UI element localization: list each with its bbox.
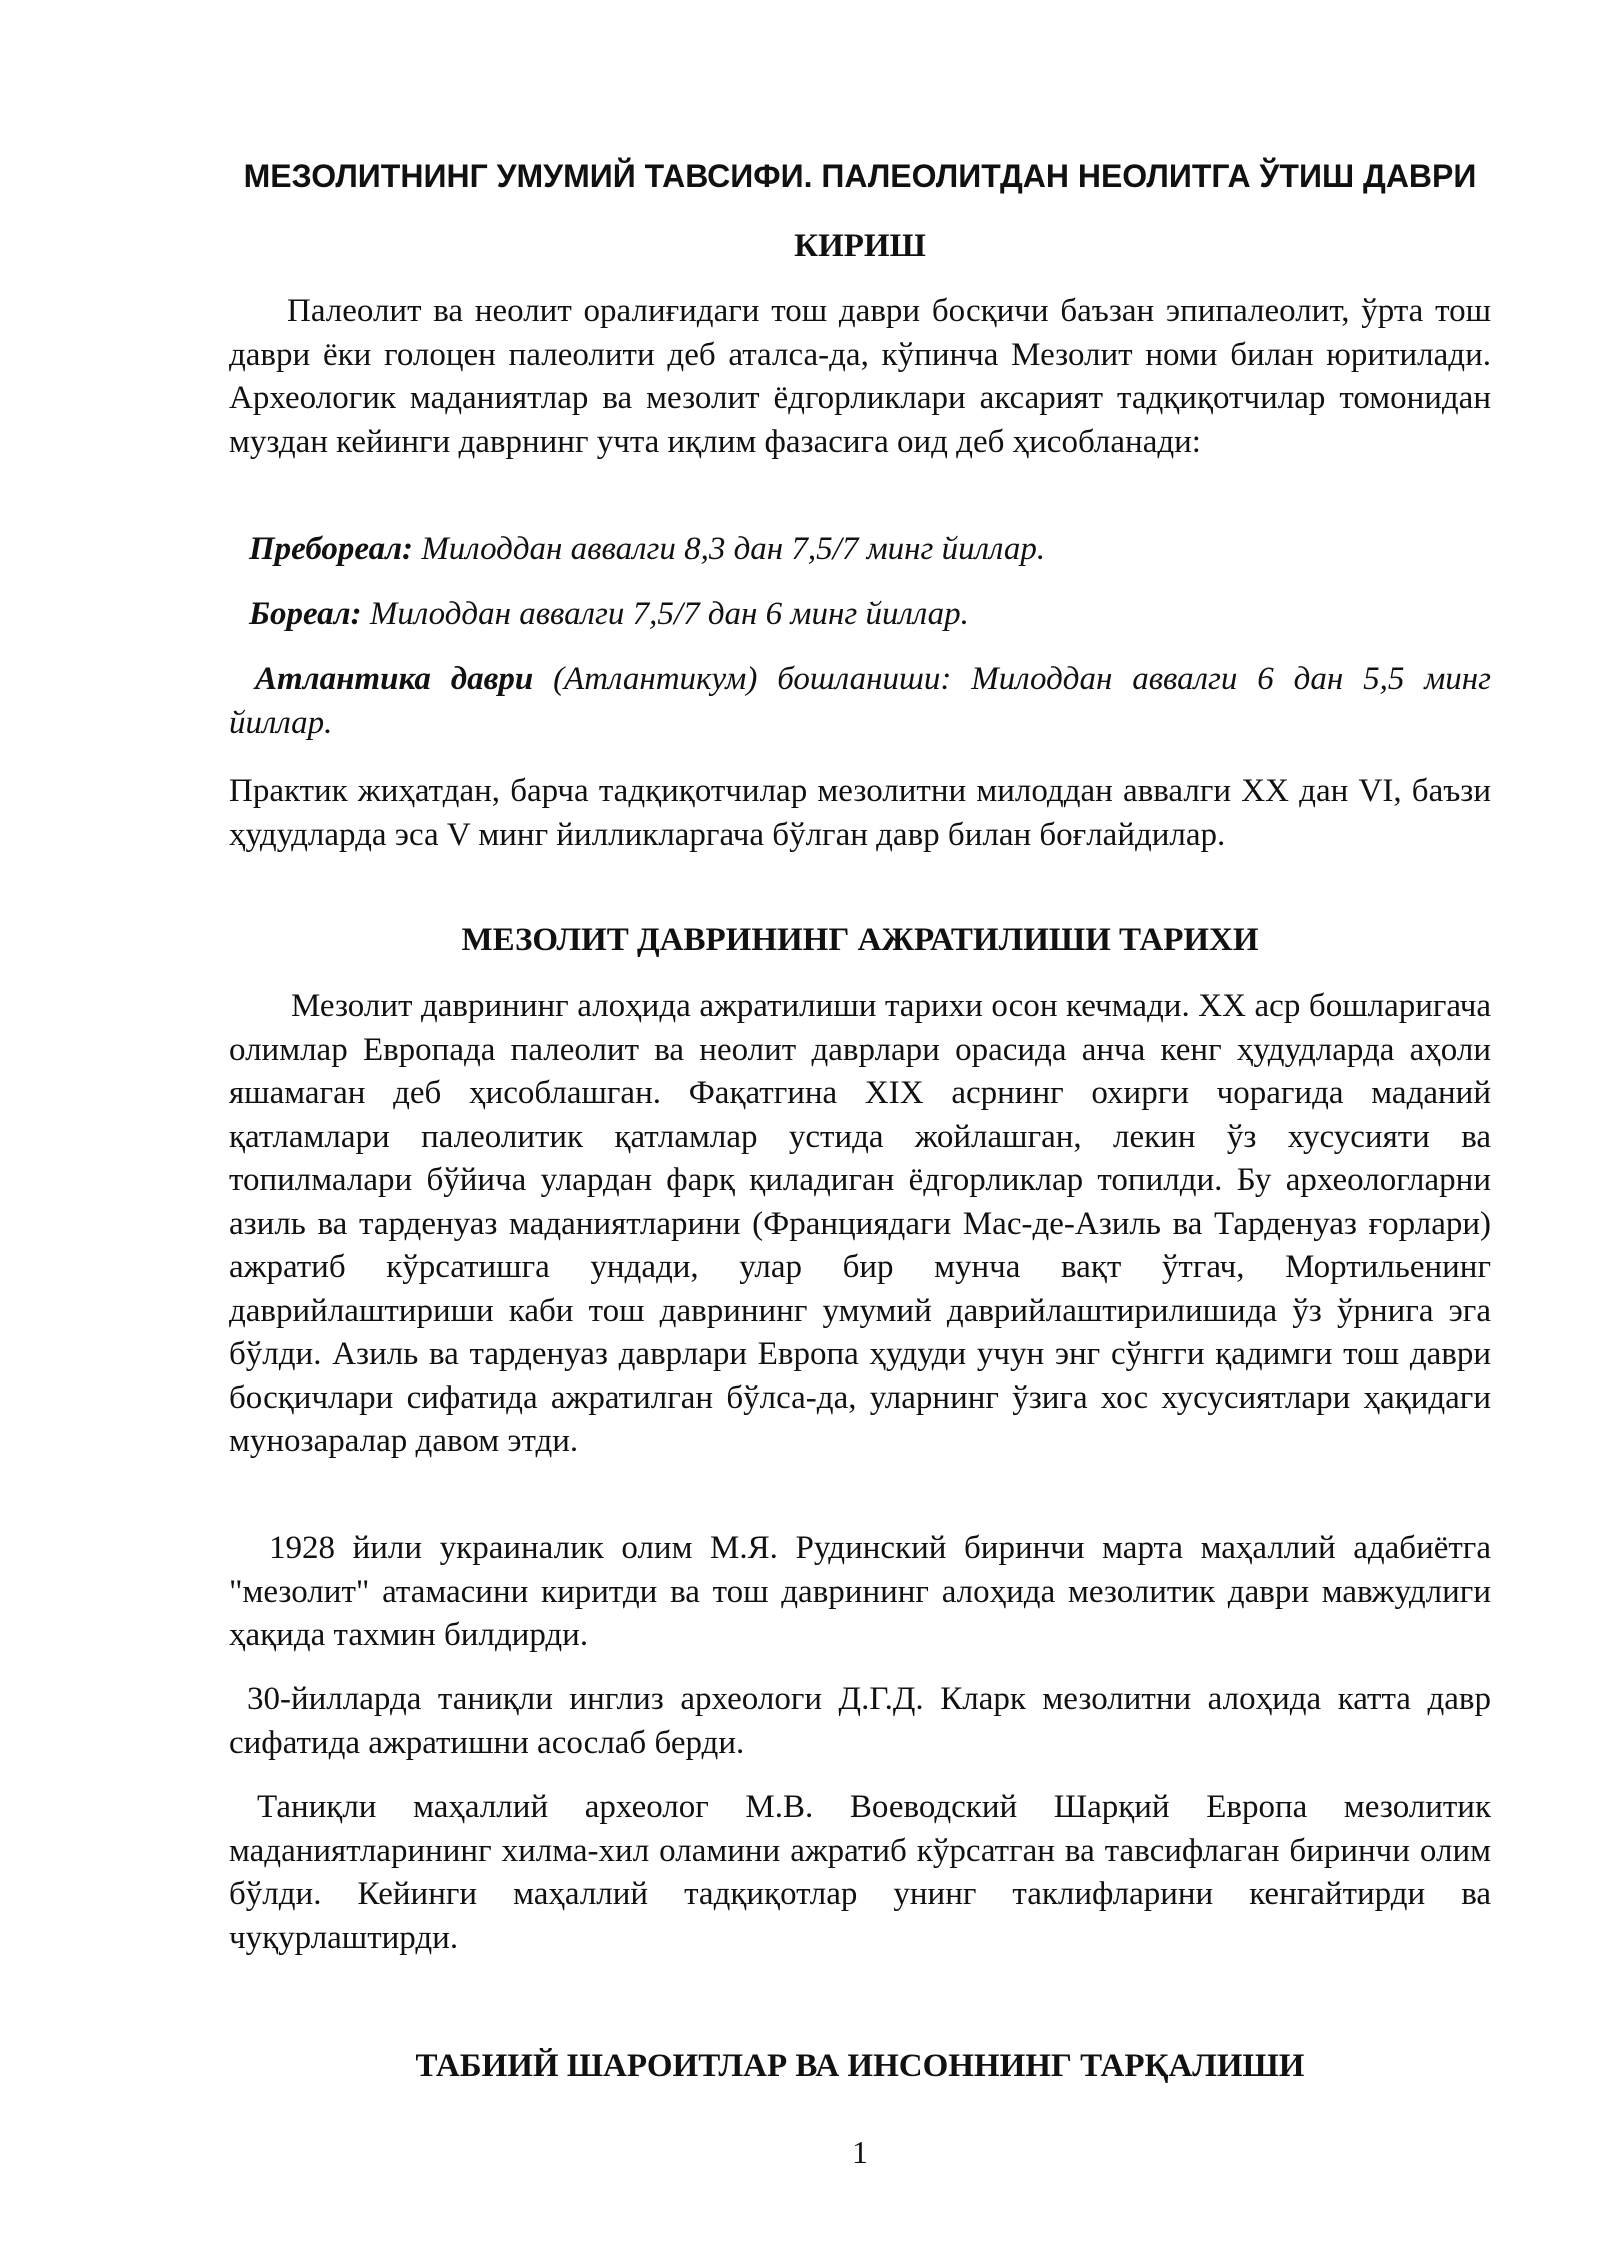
phase-description: Милоддан аввалги 7,5/7 дан 6 минг йиллар. bbox=[361, 596, 969, 632]
phase-description: Милоддан аввалги 8,3 дан 7,5/7 минг йиллар. bbox=[413, 531, 1046, 567]
history-paragraph-1: Мезолит даврининг алоҳида ажратилиши тарихи осон кечмади. XX аср бошларигача олимлар Европада палеолит ва неолит даврлари орасида анча кенг ҳудудларда аҳоли яшамаган деб ҳисоблашган. Фақатгина XIX асрнинг охирги чорагида маданий қатламлари палеолитик қатламлар устида жойлашган, лекин ўз хусусияти ва топилмалари бўйича улардан фарқ қиладиган ёдгорликлар топилди. Бу археологларни азиль ва тарденуаз маданиятларини (Франциядаги Мас-де-Азиль ва Тарденуаз ғорлари) ажратиб кўрсатишга ундади, улар бир мунча вақт ўтгач, Мортильенинг даврийлаштириши каби тош даврининг умумий даврийлаштирилишида ўз ўрнига эга бўлди. Азиль ва тарденуаз даврлари Европа ҳудуди учун энг сўнгги қадимги тош даври босқичлари сифатида ажратилган бўлса-да, уларнинг ўзига хос хусусиятлари ҳақидаги мунозаралар давом этди. bbox=[229, 988, 1491, 1459]
practical-paragraph: Практик жиҳатдан, барча тадқиқотчилар мезолитни милоддан аввалги XX дан VI, баъзи ҳудудларда эса V минг йилликларгача бўлган давр билан боғлайдилар. bbox=[229, 773, 1491, 853]
phase-preboreal bbox=[229, 528, 1491, 572]
phase-description: (Атлантикум) бошланиши: Милоддан аввалги 6 дан 5,5 минг йиллар. bbox=[229, 661, 1491, 741]
history-paragraph-2: 1928 йили украиналик олим М.Я. Рудинский биринчи марта маҳаллий адабиётга "мезолит" атамасини киритди ва тош даврининг алоҳида мезолитик даври мавжудлиги ҳақида тахмин билдирди. bbox=[229, 1530, 1491, 1653]
section-heading-introduction: КИРИШ bbox=[794, 228, 926, 264]
phase-term: Бореал: bbox=[249, 596, 362, 632]
section-heading-history: МЕЗОЛИТ ДАВРИНИНГ АЖРАТИЛИШИ ТАРИХИ bbox=[461, 922, 1259, 958]
intro-paragraph: Палеолит ва неолит оралиғидаги тош даври босқичи баъзан эпипалеолит, ўрта тош даври ёки голоцен палеолити деб аталса-да, кўпинча Мезолит номи билан юритилади. Археологик маданиятлар ва мезолит ёдгорликлари аксарият тадқиқотчилар томонидан муздан кейинги даврнинг учта иқлим фазасига оид деб ҳисобланади: bbox=[229, 293, 1491, 460]
phase-atlantic bbox=[229, 658, 1491, 745]
history-paragraph-3: 30-йилларда таниқли инглиз археологи Д.Г.Д. Кларк мезолитни алоҳида катта давр сифатида ажратишни асослаб берди. bbox=[229, 1681, 1491, 1761]
phase-term: Атлантика даври bbox=[255, 661, 534, 697]
page-number: 1 bbox=[852, 2134, 868, 2170]
history-paragraph-4: Таниқли маҳаллий археолог М.В. Воеводский Шарқий Европа мезолитик маданиятларининг хилма-хил оламини ажратиб кўрсатган ва тавсифлаган биринчи олим бўлди. Кейинги маҳаллий тадқиқотлар унинг таклифларини кенгайтирди ва чуқурлаштирди. bbox=[229, 1789, 1491, 1956]
section-heading-natural-conditions: ТАБИИЙ ШАРОИТЛАР ВА ИНСОННИНГ ТАРҚАЛИШИ bbox=[415, 2048, 1305, 2084]
phase-boreal bbox=[229, 593, 1491, 637]
document-title: МЕЗОЛИТНИНГ УМУМИЙ ТАВСИФИ. ПАЛЕОЛИТДАН НЕОЛИТГА ЎТИШ ДАВРИ bbox=[243, 158, 1477, 194]
phase-term: Пребореал: bbox=[249, 531, 414, 567]
